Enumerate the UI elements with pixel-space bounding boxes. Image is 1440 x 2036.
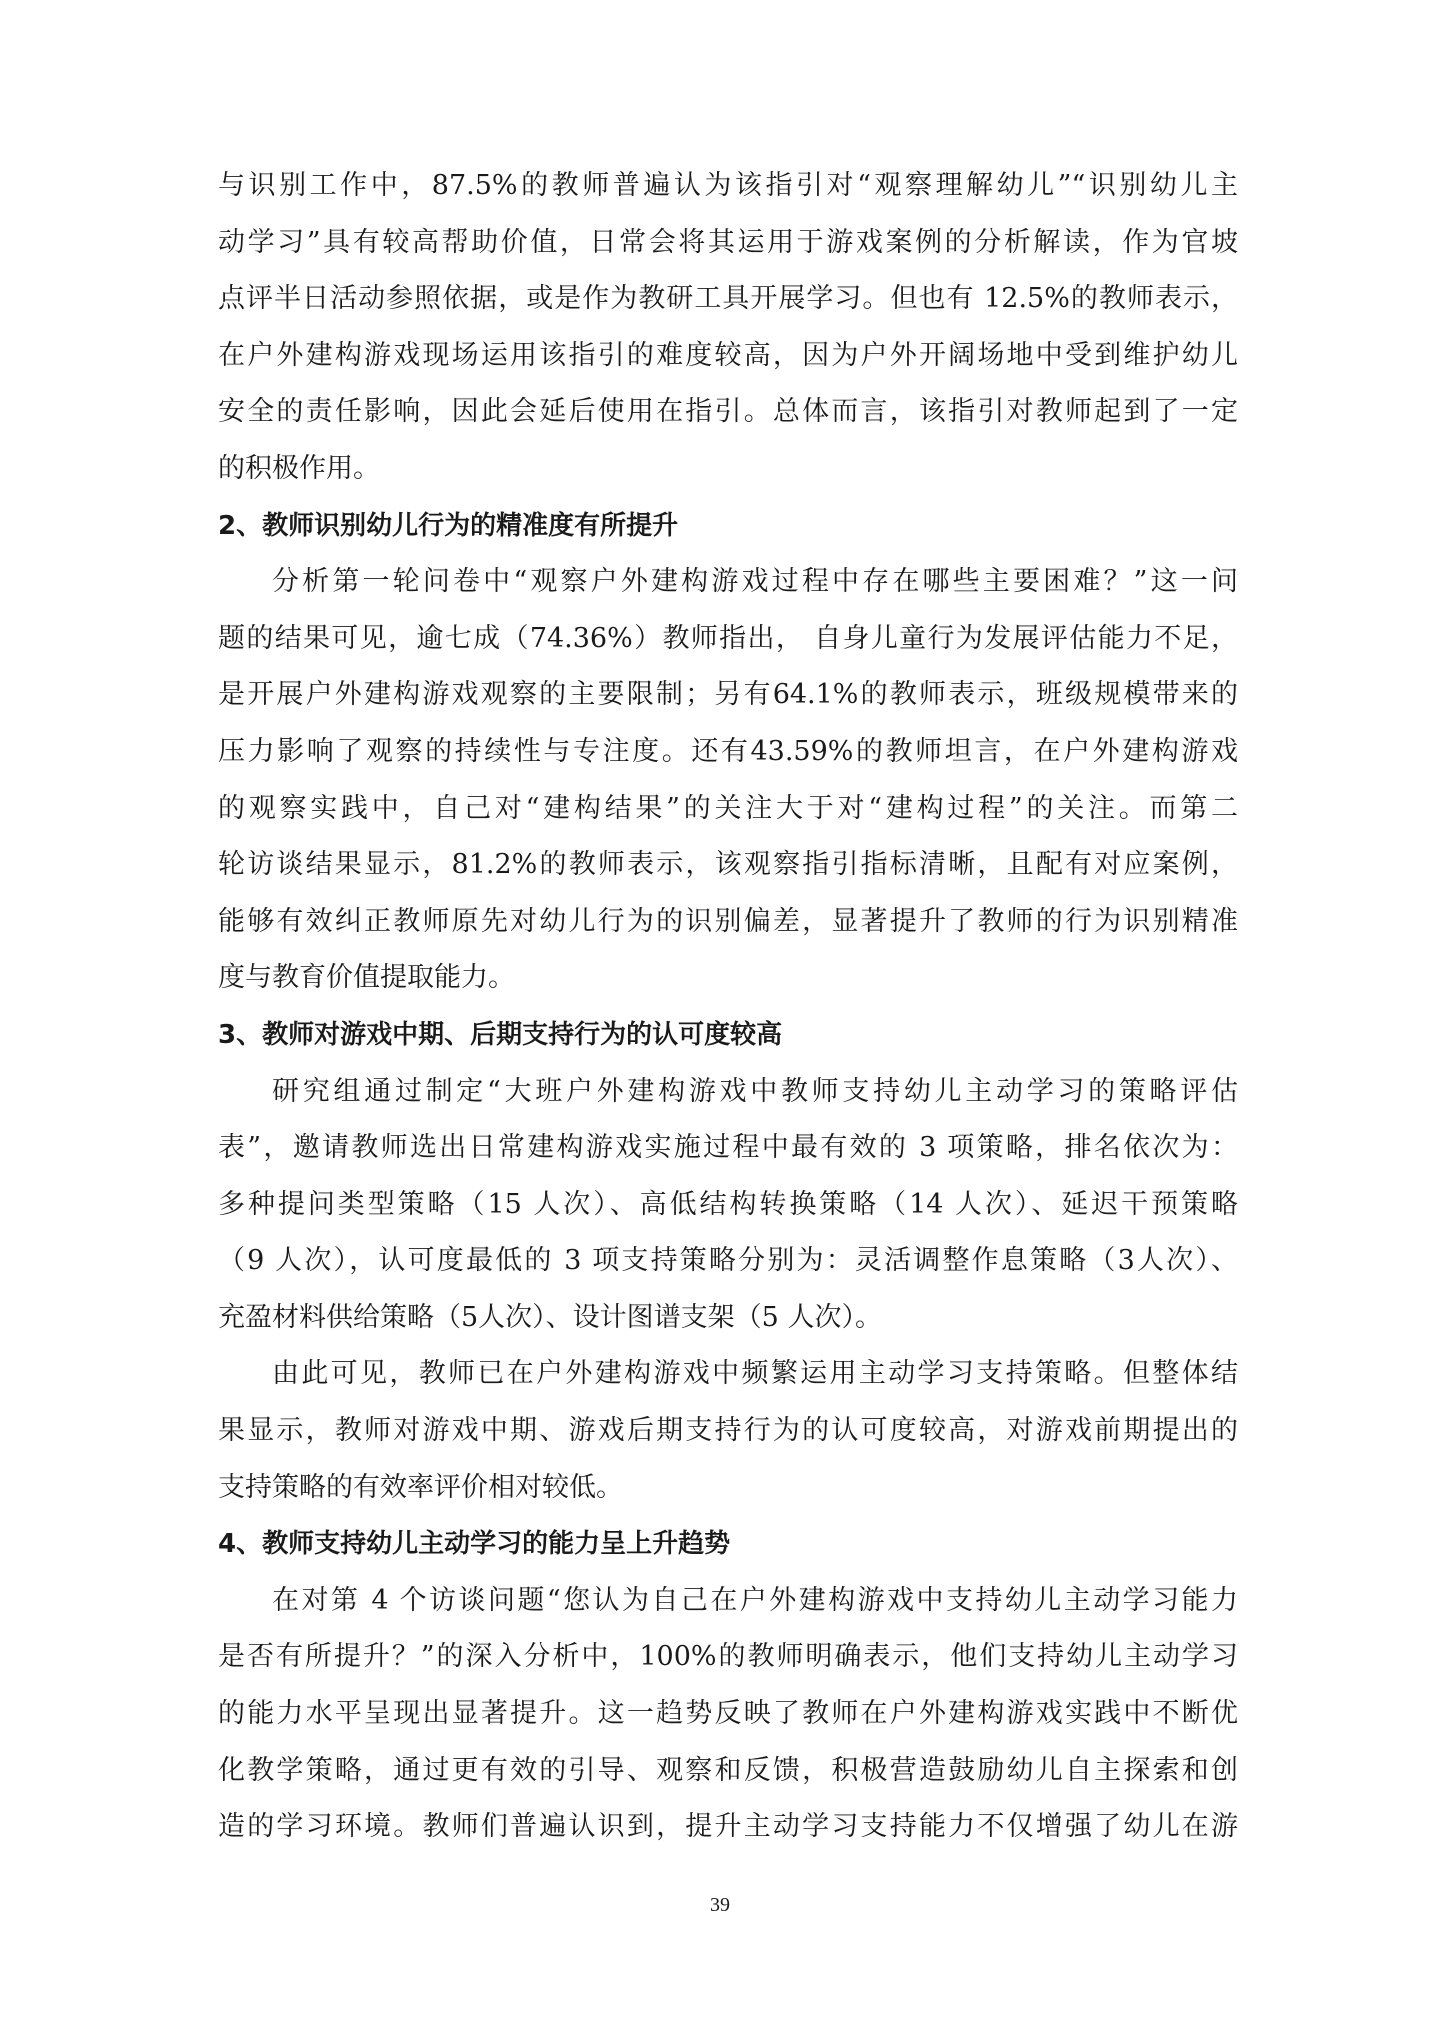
section-heading: 4、教师支持幼儿主动学习的能力呈上升趋势 — [218, 1529, 731, 1560]
section-heading: 2、教师识别幼儿行为的精准度有所提升 — [218, 510, 679, 541]
text-line: 度与教育价值提取能力。 — [218, 962, 515, 994]
text-line: （9 人次），认可度最低的 3 项支持策略分别为：灵活调整作息策略（3人次）、 — [218, 1245, 1238, 1277]
text-line: 的能力水平呈现出显著提升。这一趋势反映了教师在户外建构游戏实践中不断优 — [218, 1698, 1238, 1730]
text-line: 是否有所提升？”的深入分析中，100%的教师明确表示，他们支持幼儿主动学习 — [218, 1641, 1238, 1673]
text-line: 多种提问类型策略（15 人次）、高低结构转换策略（14 人次）、延迟干预策略 — [218, 1188, 1238, 1220]
text-line: 表”，邀请教师选出日常建构游戏实施过程中最有效的 3 项策略，排名依次为： — [218, 1132, 1238, 1164]
document-page — [218, 158, 1238, 1856]
text-line: 果显示，教师对游戏中期、游戏后期支持行为的认可度较高，对游戏前期提出的 — [218, 1415, 1238, 1447]
text-line: 充盈材料供给策略（5人次）、设计图谱支架（5 人次）。 — [218, 1301, 882, 1333]
paragraph — [218, 1346, 1238, 1516]
page-number: 39 — [710, 1894, 730, 1916]
text-line: 在对第 4 个访谈问题“您认为自己在户外建构游戏中支持幼儿主动学习能力 — [272, 1584, 1238, 1616]
text-line: 支持策略的有效率评价相对较低。 — [218, 1471, 623, 1503]
text-line: 压力影响了观察的持续性与专注度。还有43.59%的教师坦言，在户外建构游戏 — [218, 735, 1238, 767]
paragraph — [218, 158, 1238, 498]
text-line: 题的结果可见，逾七成（74.36%）教师指出， 自身儿童行为发展评估能力不足， — [218, 622, 1238, 654]
text-line: 动学习”具有较高帮助价值，日常会将其运用于游戏案例的分析解读，作为官坡 — [218, 226, 1238, 258]
text-line: 是开展户外建构游戏观察的主要限制；另有64.1%的教师表示，班级规模带来的 — [218, 679, 1238, 711]
text-line: 安全的责任影响，因此会延后使用在指引。总体而言，该指引对教师起到了一定 — [218, 396, 1238, 428]
section-heading: 3、教师对游戏中期、后期支持行为的认可度较高 — [218, 1019, 783, 1050]
text-line: 能够有效纠正教师原先对幼儿行为的识别偏差，显著提升了教师的行为识别精准 — [218, 905, 1238, 937]
paragraph — [218, 554, 1238, 1007]
text-line: 与识别工作中，87.5%的教师普遍认为该指引对“观察理解幼儿”“识别幼儿主 — [218, 170, 1238, 201]
text-line: 点评半日活动参照依据，或是作为教研工具开展学习。但也有 12.5%的教师表示， — [218, 283, 1238, 315]
text-line: 在户外建构游戏现场运用该指引的难度较高，因为户外开阔场地中受到维护幼儿 — [218, 339, 1238, 371]
text-line: 造的学习环境。教师们普遍认识到，提升主动学习支持能力不仅增强了幼儿在游 — [218, 1811, 1238, 1843]
text-line: 化教学策略，通过更有效的引导、观察和反馈，积极营造鼓励幼儿自主探索和创 — [218, 1754, 1238, 1786]
paragraph — [218, 1064, 1238, 1347]
text-line: 由此可见，教师已在户外建构游戏中频繁运用主动学习支持策略。但整体结 — [272, 1358, 1238, 1390]
text-line: 的积极作用。 — [218, 452, 380, 484]
text-line: 的观察实践中，自己对“建构结果”的关注大于对“建构过程”的关注。而第二 — [218, 792, 1238, 824]
text-line: 轮访谈结果显示，81.2%的教师表示，该观察指引指标清晰，且配有对应案例， — [218, 849, 1238, 881]
paragraph — [218, 1573, 1238, 1856]
text-line: 分析第一轮问卷中“观察户外建构游戏过程中存在哪些主要困难？”这一问 — [272, 566, 1238, 598]
text-line: 研究组通过制定“大班户外建构游戏中教师支持幼儿主动学习的策略评估 — [272, 1075, 1238, 1107]
